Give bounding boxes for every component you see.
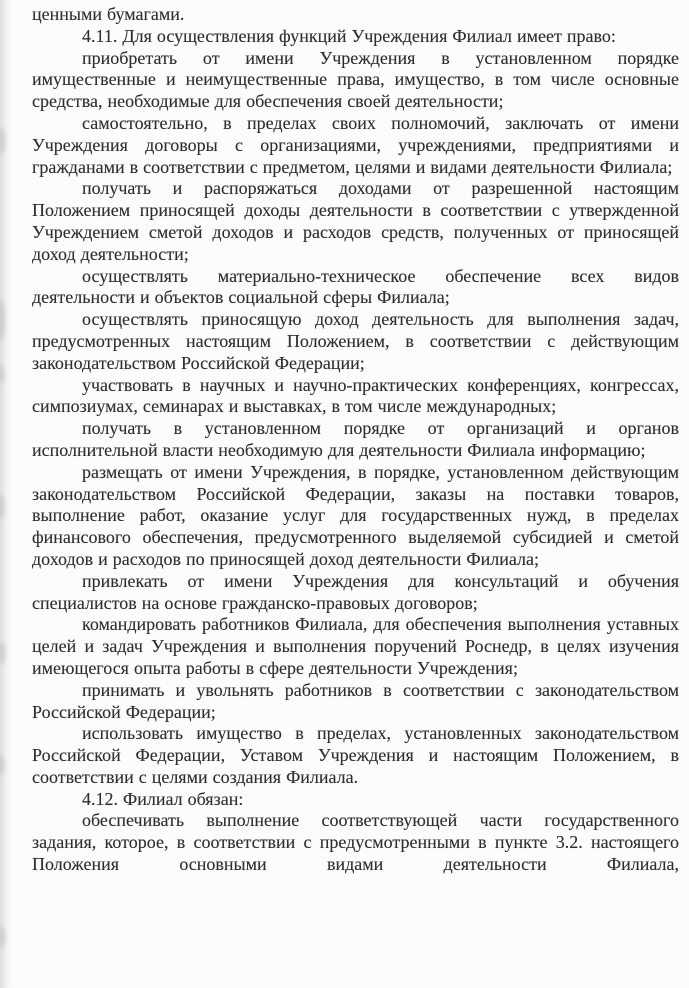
scan-artifact: [0, 495, 5, 519]
scan-artifact: [0, 642, 6, 664]
right-hire-dismiss: принимать и увольнять работников в соответствии с законодательством Российской Федерации;: [32, 679, 679, 722]
right-receive-information: получать в установленном порядке от организаций и органов исполнительной власти необходимую для деятельности Филиала информацию;: [32, 418, 679, 460]
right-income-activity: осуществлять приносящую доход деятельность для выполнения задач, предусмотренных настоящим Положением, в соответствии с действующим законодательством Российской Федерации;: [32, 309, 679, 373]
scan-artifact: [0, 128, 6, 154]
scan-artifact: [0, 755, 5, 775]
scan-artifact: [0, 365, 5, 383]
right-conclude-contracts: самостоятельно, в пределах своих полномочий, заключать от имени Учреждения договоры с организациями, учреждениями, предприятиями и гражданами в соответствии с предметом, целями и видами деятельности Филиала;: [32, 112, 679, 177]
clause-4-11-header: 4.11. Для осуществления функций Учреждения Филиал имеет право:: [82, 25, 616, 46]
duty-state-task: обеспечивать выполнение соответствующей части государственного задания, которое, в соответствии с предусмотренными в пункте 3.2. настоящего Положения основными видами деятельности Филиала,: [32, 810, 679, 875]
right-engage-specialists: привлекать от имени Учреждения для консультаций и обучения специалистов на основе гражданско-правовых договоров;: [32, 570, 679, 613]
scan-artifact: [0, 926, 6, 948]
right-assign-employees: командировать работников Филиала, для обеспечения выполнения уставных целей и задач Учреждения и выполнения поручений Роснедр, в целях изучения имеющегося опыта работы в сфере деятельности Учреждения;: [32, 614, 679, 678]
right-receive-income: получать и распоряжаться доходами от разрешенной настоящим Положением приносящей доходы деятельности в соответствии с утвержденной Учреждением сметой доходов и расходов средств, полученных от приносящей доход деятельности;: [32, 178, 679, 264]
right-use-property: использовать имущество в пределах, установленных законодательством Российской Федерации, Уставом Учреждения и настоящим Положением, в соответствии с целями создания Филиала.: [32, 723, 679, 787]
scan-edge-shadow: [0, 0, 13, 988]
right-participate-conferences: участвовать в научных и научно-практических конференциях, конгрессах, симпозиумах, семинарах и выставках, в том числе международных;: [32, 374, 679, 417]
scan-artifact: [0, 300, 6, 340]
continuation-text: ценными бумагами.: [32, 4, 185, 24]
right-acquire-property: приобретать от имени Учреждения в установленном порядке имущественные и неимущественные права, имущество, в том числе основные средства, необходимые для обеспечения своей деятельности;: [32, 47, 679, 112]
right-material-support: осуществлять материально-техническое обеспечение всех видов деятельности и объектов социальной сферы Филиала;: [32, 265, 679, 308]
clause-4-12-header: 4.12. Филиал обязан:: [82, 788, 244, 809]
right-place-orders: размещать от имени Учреждения, в порядке, установленном действующим законодательством Российской Федерации, заказы на поставки товаров, выполнение работ, оказание услуг для государственных нужд, в пределах финансового обеспечения, предусмотренного выделяемой субсидией и сметой доходов и расходов по приносящей доход деятельности Филиала;: [32, 461, 679, 569]
